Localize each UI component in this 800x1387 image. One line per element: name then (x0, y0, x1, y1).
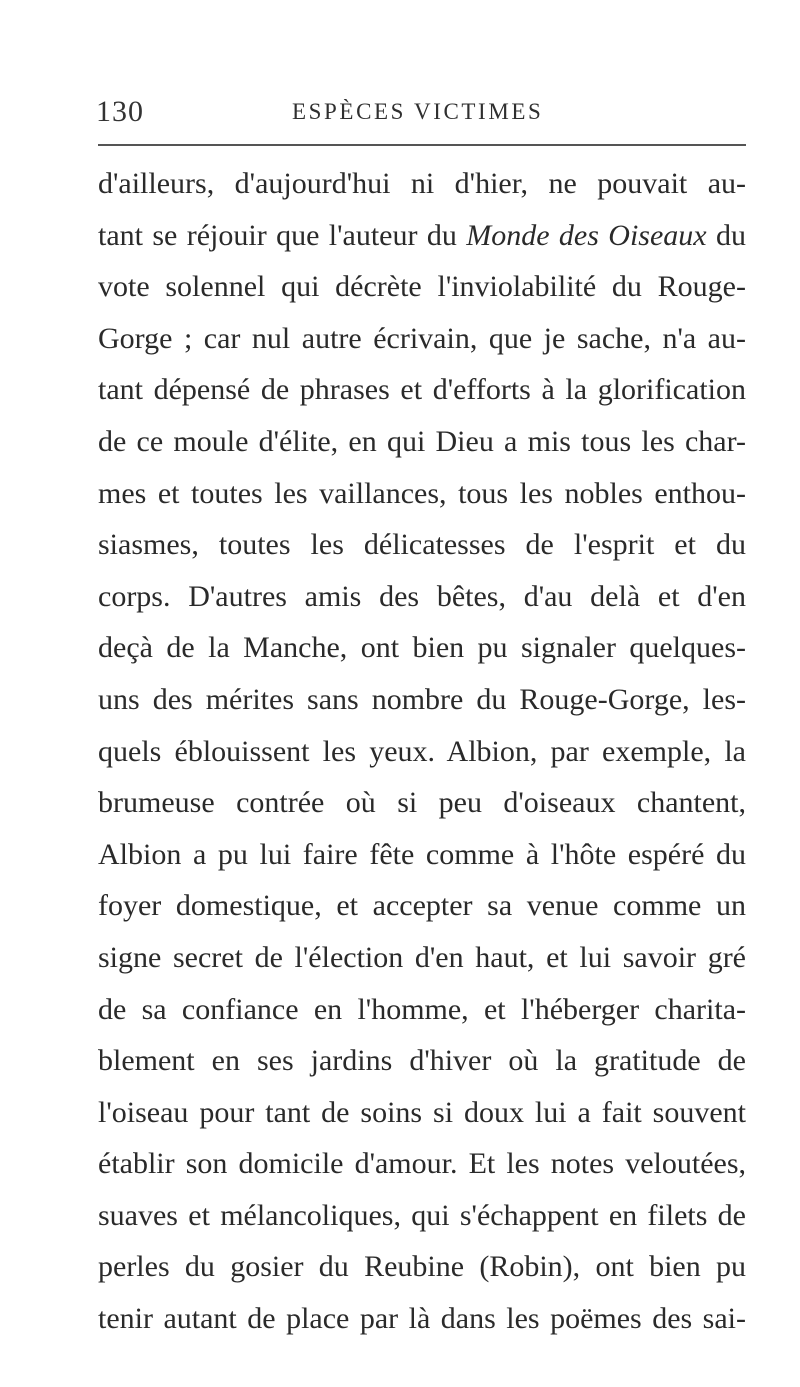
text-line: deçà de la Manche, ont bien pu signaler quelques- (98, 631, 746, 665)
page-number: 130 (96, 95, 144, 128)
page-header (96, 95, 746, 135)
text-line: l'oiseau pour tant de soins si doux lui a fait souvent (98, 1095, 746, 1129)
text-line: mes et toutes les vaillances, tous les nobles enthou- (98, 476, 746, 510)
text-line: Gorge ; car nul autre écrivain, que je sache, n'a au- (98, 321, 746, 355)
header-rule (98, 144, 746, 146)
text-line: Albion a pu lui faire fête comme à l'hôte espéré du (98, 837, 746, 871)
text-line: blement en ses jardins d'hiver où la gratitude de (98, 1044, 746, 1078)
text-line: foyer domestique, et accepter sa venue comme un (98, 889, 746, 923)
text-line: établir son domicile d'amour. Et les notes veloutées, (98, 1147, 746, 1181)
text-line: de sa confiance en l'homme, et l'héberger charita- (98, 992, 746, 1026)
text-line: corps. D'autres amis des bêtes, d'au delà et d'en (98, 579, 746, 613)
text-line: de ce moule d'élite, en qui Dieu a mis tous les char- (98, 424, 746, 458)
text-line: vote solennel qui décrète l'inviolabilité du Rouge- (98, 270, 746, 304)
text-line: d'ailleurs, d'aujourd'hui ni d'hier, ne pouvait au- (98, 167, 746, 200)
text-line: perles du gosier du Reubine (Robin), ont bien pu (98, 1250, 746, 1284)
running-head: ESPÈCES VICTIMES (292, 99, 544, 124)
text-line: tant se réjouir que l'auteur du Monde des Oiseaux du (98, 218, 747, 252)
text-line: quels éblouissent les yeux. Albion, par exemple, la (98, 734, 746, 768)
text-line: tenir autant de place par là dans les poëmes des sai- (98, 1302, 746, 1336)
text-line: signe secret de l'élection d'en haut, et lui savoir gré (98, 940, 746, 974)
text-line: uns des mérites sans nombre du Rouge-Gorge, les- (98, 682, 746, 716)
text-line: siasmes, toutes les délicatesses de l'esprit et du (98, 528, 746, 562)
body-text (98, 158, 746, 1345)
text-line: brumeuse contrée où si peu d'oiseaux chantent, (98, 786, 746, 820)
book-title-italic: Monde des Oiseaux (466, 218, 707, 252)
text-line: tant dépensé de phrases et d'efforts à la glorification (98, 373, 746, 407)
text-line: suaves et mélancoliques, qui s'échappent en filets de (98, 1198, 746, 1232)
